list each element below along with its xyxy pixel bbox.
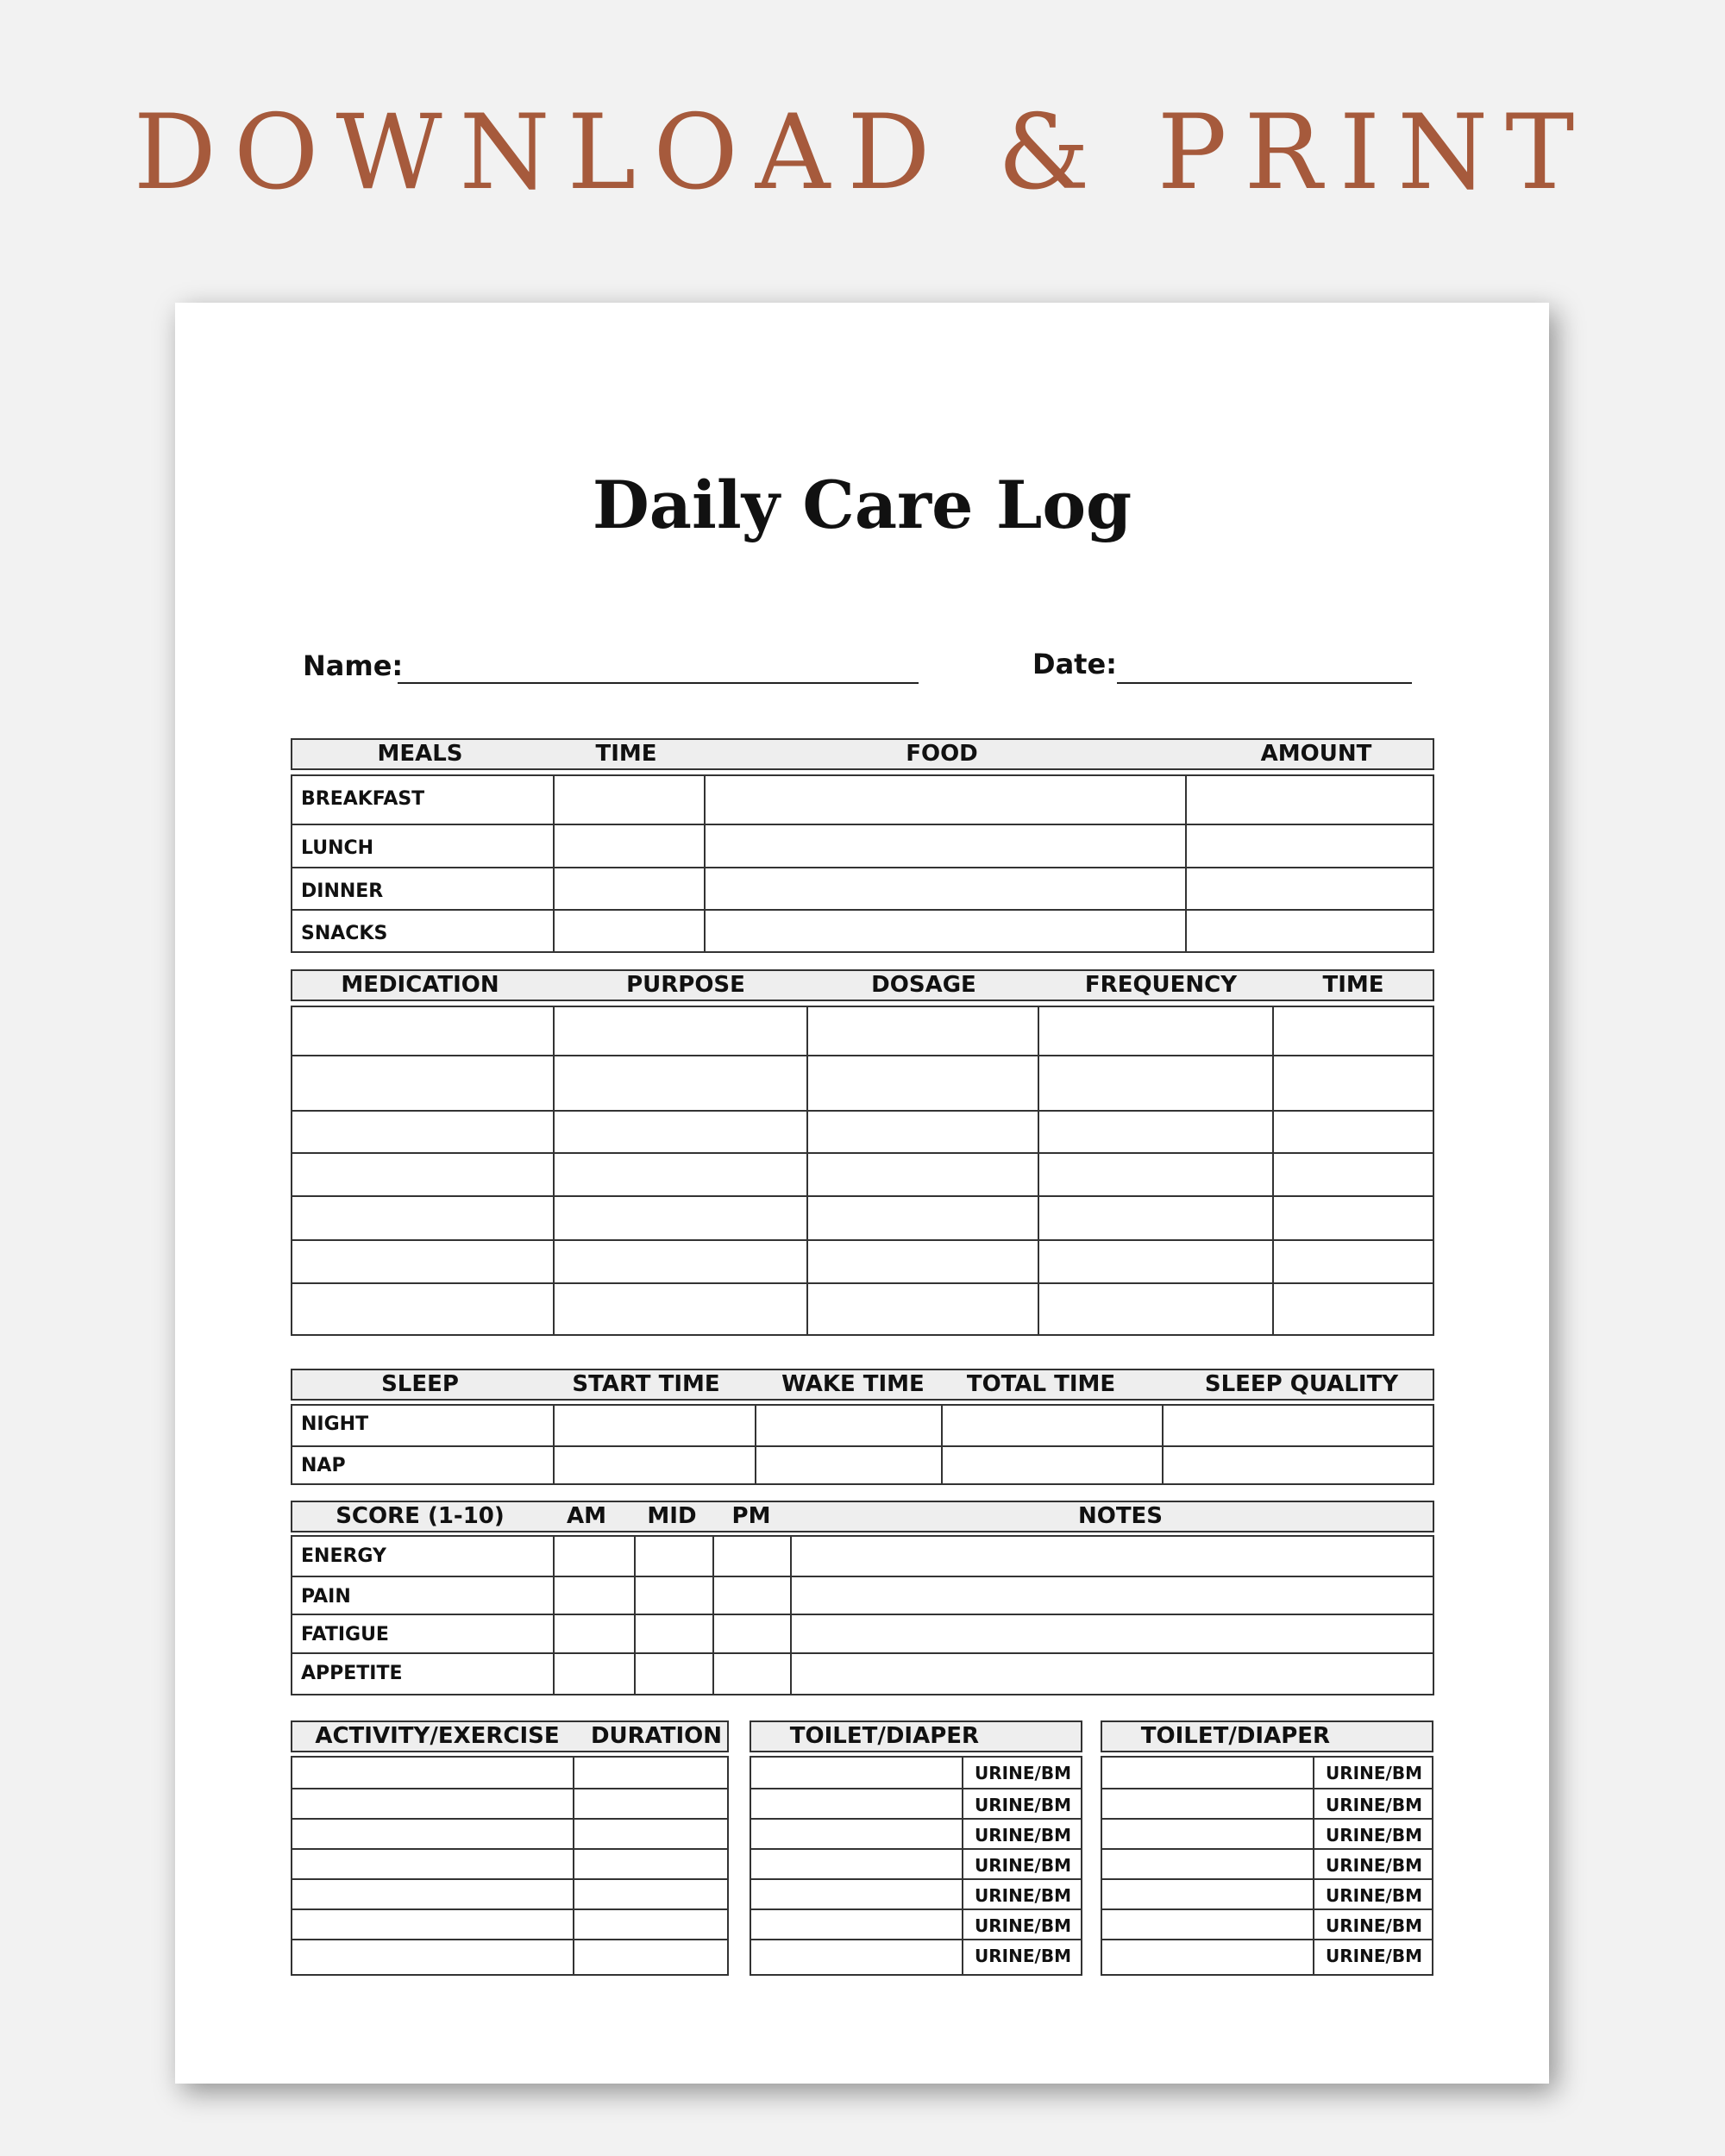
- toilet-column-divider: [962, 1758, 963, 1974]
- meals-row-label-snacks: SNACKS: [301, 923, 388, 944]
- medication-row[interactable]: [292, 1055, 1433, 1110]
- sleep-row[interactable]: [292, 1445, 1433, 1485]
- date-field[interactable]: [1117, 682, 1412, 684]
- activity-row[interactable]: [292, 1939, 727, 1970]
- sleep-row[interactable]: [292, 1406, 1433, 1445]
- name-field[interactable]: [398, 682, 919, 684]
- sleep-header-sleep-quality: SLEEP QUALITY: [1204, 1371, 1399, 1397]
- sleep-row-label-night: NIGHT: [301, 1413, 369, 1435]
- urine-bm-label: URINE/BM: [975, 1795, 1071, 1815]
- score-grid: [291, 1535, 1434, 1695]
- medication-column-divider: [553, 1007, 555, 1334]
- urine-bm-label: URINE/BM: [975, 1825, 1071, 1846]
- urine-bm-label: URINE/BM: [975, 1915, 1071, 1936]
- score-row-label-pain: PAIN: [301, 1586, 351, 1608]
- medication-header-frequency: FREQUENCY: [1084, 972, 1238, 998]
- medication-header-medication: MEDICATION: [341, 972, 499, 998]
- sleep-header-start-time: START TIME: [572, 1371, 720, 1397]
- urine-bm-label: URINE/BM: [975, 1946, 1071, 1966]
- download-print-banner: DOWNLOAD & PRINT: [133, 93, 1592, 213]
- toilet-left-header-row: [750, 1720, 1082, 1752]
- score-table: [291, 1501, 1434, 1695]
- activity-row[interactable]: [292, 1908, 727, 1939]
- toilet-diaper-table-right: [1101, 1720, 1433, 1976]
- medication-header-purpose: PURPOSE: [626, 972, 745, 998]
- activity-column-divider: [573, 1758, 574, 1974]
- toilet-diaper-row[interactable]: [1102, 1878, 1432, 1908]
- printable-sheet: [175, 303, 1549, 2084]
- score-column-divider: [634, 1537, 636, 1694]
- activity-row[interactable]: [292, 1758, 727, 1788]
- meals-column-divider: [1185, 776, 1187, 951]
- score-header-pm: PM: [731, 1503, 771, 1529]
- score-row[interactable]: [292, 1614, 1433, 1652]
- toilet-left-grid: [750, 1756, 1082, 1976]
- urine-bm-label: URINE/BM: [1326, 1946, 1422, 1966]
- score-row[interactable]: [292, 1576, 1433, 1614]
- score-column-divider: [553, 1537, 555, 1694]
- medication-header-dosage: DOSAGE: [871, 972, 976, 998]
- toilet-diaper-header: TOILET/DIAPER: [789, 1723, 980, 1749]
- toilet-diaper-row[interactable]: [1102, 1788, 1432, 1818]
- medication-header-time: TIME: [1322, 972, 1384, 998]
- sleep-table: [291, 1369, 1434, 1485]
- toilet-diaper-row[interactable]: [1102, 1908, 1432, 1939]
- activity-header-row: [291, 1720, 729, 1752]
- toilet-right-grid: [1101, 1756, 1433, 1976]
- meals-header-row: [291, 738, 1434, 770]
- activity-row[interactable]: [292, 1878, 727, 1908]
- sleep-column-divider: [1162, 1406, 1164, 1483]
- urine-bm-label: URINE/BM: [1326, 1763, 1422, 1783]
- meals-column-divider: [553, 776, 555, 951]
- medication-row[interactable]: [292, 1007, 1433, 1055]
- medication-column-divider: [1038, 1007, 1039, 1334]
- sleep-header-sleep: SLEEP: [381, 1371, 459, 1397]
- meals-column-divider: [704, 776, 706, 951]
- meals-row[interactable]: [292, 824, 1433, 867]
- toilet-diaper-row[interactable]: [751, 1788, 1081, 1818]
- medication-row[interactable]: [292, 1239, 1433, 1282]
- score-header-notes: NOTES: [1077, 1503, 1164, 1529]
- toilet-diaper-row[interactable]: [751, 1818, 1081, 1848]
- meals-table: [291, 738, 1434, 953]
- meals-header-meals: MEALS: [377, 741, 463, 767]
- score-header-mid: MID: [647, 1503, 697, 1529]
- urine-bm-label: URINE/BM: [1326, 1915, 1422, 1936]
- medication-row[interactable]: [292, 1152, 1433, 1195]
- sleep-header-total-time: TOTAL TIME: [966, 1371, 1116, 1397]
- activity-table: [291, 1720, 729, 1976]
- meals-grid: [291, 774, 1434, 953]
- score-row[interactable]: [292, 1537, 1433, 1576]
- urine-bm-label: URINE/BM: [1326, 1885, 1422, 1906]
- toilet-diaper-row[interactable]: [751, 1939, 1081, 1970]
- date-label: Date:: [1032, 648, 1117, 680]
- activity-row[interactable]: [292, 1788, 727, 1818]
- medication-row[interactable]: [292, 1110, 1433, 1152]
- name-label: Name:: [303, 649, 404, 682]
- score-row-label-fatigue: FATIGUE: [301, 1624, 389, 1645]
- meals-row-label-lunch: LUNCH: [301, 837, 374, 859]
- medication-column-divider: [1272, 1007, 1274, 1334]
- activity-row[interactable]: [292, 1848, 727, 1878]
- score-header-am: AM: [567, 1503, 606, 1529]
- toilet-diaper-row[interactable]: [751, 1758, 1081, 1788]
- score-row-label-appetite: APPETITE: [301, 1663, 403, 1684]
- score-row[interactable]: [292, 1652, 1433, 1695]
- score-header-row: [291, 1501, 1434, 1532]
- meals-header-time: TIME: [595, 741, 657, 767]
- toilet-diaper-table-left: [750, 1720, 1082, 1976]
- meals-header-food: FOOD: [906, 741, 978, 767]
- score-header-score-1-10: SCORE (1-10): [336, 1503, 505, 1529]
- sleep-row-label-nap: NAP: [301, 1455, 346, 1476]
- toilet-diaper-row[interactable]: [1102, 1818, 1432, 1848]
- toilet-diaper-row[interactable]: [1102, 1758, 1432, 1788]
- toilet-diaper-row[interactable]: [751, 1908, 1081, 1939]
- activity-header-duration: DURATION: [590, 1723, 723, 1749]
- meals-row-label-breakfast: BREAKFAST: [301, 788, 425, 810]
- toilet-column-divider: [1313, 1758, 1314, 1974]
- medication-table: [291, 969, 1434, 1336]
- sleep-grid: [291, 1404, 1434, 1485]
- toilet-right-header-row: [1101, 1720, 1433, 1752]
- page-title: Daily Care Log: [592, 467, 1132, 543]
- urine-bm-label: URINE/BM: [1326, 1795, 1422, 1815]
- medication-row[interactable]: [292, 1282, 1433, 1335]
- toilet-diaper-row[interactable]: [1102, 1939, 1432, 1970]
- medication-grid: [291, 1006, 1434, 1336]
- activity-row[interactable]: [292, 1818, 727, 1848]
- sleep-column-divider: [941, 1406, 943, 1483]
- score-row-label-energy: ENERGY: [301, 1545, 386, 1567]
- urine-bm-label: URINE/BM: [975, 1885, 1071, 1906]
- sleep-column-divider: [755, 1406, 756, 1483]
- urine-bm-label: URINE/BM: [1326, 1825, 1422, 1846]
- urine-bm-label: URINE/BM: [975, 1855, 1071, 1876]
- meals-row[interactable]: [292, 909, 1433, 950]
- toilet-diaper-row[interactable]: [751, 1878, 1081, 1908]
- urine-bm-label: URINE/BM: [1326, 1855, 1422, 1876]
- toilet-diaper-row[interactable]: [1102, 1848, 1432, 1878]
- meals-row[interactable]: [292, 776, 1433, 824]
- medication-row[interactable]: [292, 1195, 1433, 1239]
- meals-row[interactable]: [292, 867, 1433, 909]
- toilet-diaper-row[interactable]: [751, 1848, 1081, 1878]
- medication-header-row: [291, 969, 1434, 1001]
- score-column-divider: [790, 1537, 792, 1694]
- score-column-divider: [712, 1537, 714, 1694]
- toilet-diaper-header: TOILET/DIAPER: [1140, 1723, 1331, 1749]
- meals-header-amount: AMOUNT: [1260, 741, 1372, 767]
- sleep-header-row: [291, 1369, 1434, 1401]
- sleep-column-divider: [553, 1406, 555, 1483]
- activity-grid: [291, 1756, 729, 1976]
- meals-row-label-dinner: DINNER: [301, 881, 384, 902]
- sleep-header-wake-time: WAKE TIME: [781, 1371, 925, 1397]
- medication-column-divider: [806, 1007, 808, 1334]
- urine-bm-label: URINE/BM: [975, 1763, 1071, 1783]
- activity-header-activity-exercise: ACTIVITY/EXERCISE: [315, 1723, 560, 1749]
